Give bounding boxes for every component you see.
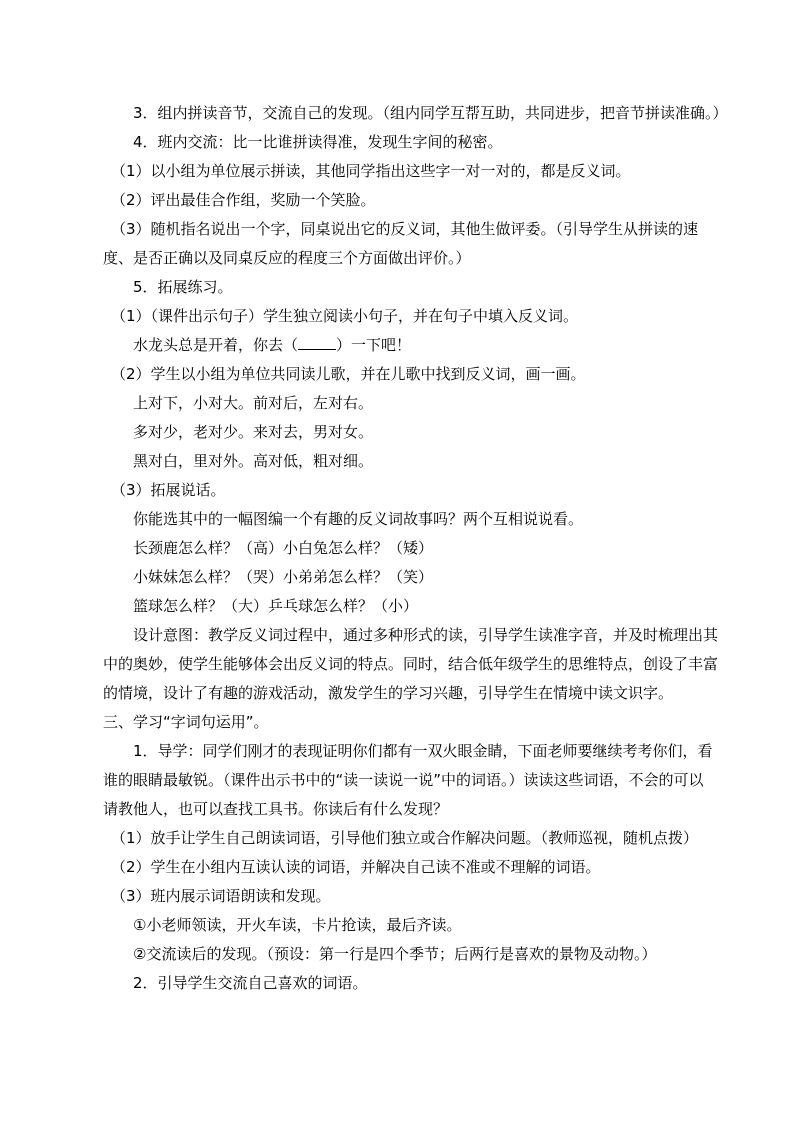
paragraph-guide-1-1: （1）放手让学生自己朗读词语，引导他们独立或合作解决问题。（教师巡视，随机点拨） bbox=[111, 829, 699, 847]
paragraph-step-4-3: （3）随机指名说出一个字，同桌说出它的反义词，其他生做评委。（引导学生从拼读的速 bbox=[111, 220, 699, 238]
rhyme-line-2: 多对少，老对少。来对去，男对女。 bbox=[133, 423, 374, 441]
paragraph-guide-1: 1．导学：同学们刚才的表现证明你们都有一双火眼金睛，下面老师要继续考考你们，看 bbox=[133, 742, 713, 760]
paragraph-step-5: 5．拓展练习。 bbox=[133, 278, 233, 296]
paragraph-guide-1-cont-1: 谁的眼睛最敏锐。（课件出示书中的“读一读说一说”中的词语。）读读这些词语，不会的可以 bbox=[103, 771, 704, 789]
paragraph-step-3: 3．组内拼读音节，交流自己的发现。（组内同学互帮互助，共同进步，把音节拼读准确。） bbox=[133, 104, 728, 122]
design-intent-cont-1: 中的奥妙，使学生能够体会出反义词的特点。同时，结合低年级学生的思维特点，创设了丰富 bbox=[103, 655, 719, 673]
paragraph-guide-1-cont-2: 请教他人，也可以查找工具书。你读后有什么发现？ bbox=[103, 800, 449, 818]
qa-line-2: 小妹妹怎么样？（哭）小弟弟怎么样？（笑） bbox=[133, 568, 434, 586]
paragraph-guide-1-3: （3）班内展示词语朗读和发现。 bbox=[111, 887, 331, 905]
paragraph-circled-1: ①小老师领读，开火车读，卡片抢读，最后齐读。 bbox=[133, 916, 462, 934]
document-body bbox=[103, 99, 753, 998]
paragraph-circled-2: ②交流读后的发现。（预设：第一行是四个季节；后两行是喜欢的景物及动物。） bbox=[133, 945, 657, 963]
paragraph-step-4-2: （2）评出最佳合作组，奖励一个笑脸。 bbox=[111, 191, 376, 209]
paragraph-step-5-3: （3）拓展说话。 bbox=[111, 481, 226, 499]
paragraph-step-5-2: （2）学生以小组为单位共同读儿歌，并在儿歌中找到反义词，画一画。 bbox=[111, 365, 586, 383]
paragraph-step-4-3-cont: 度、是否正确以及同桌反应的程度三个方面做出评价。） bbox=[103, 249, 471, 267]
fill-blank-sentence bbox=[103, 331, 753, 360]
rhyme-line-3: 黑对白，里对外。高对低，粗对细。 bbox=[133, 452, 374, 470]
rhyme-line-1: 上对下，小对大。前对后，左对右。 bbox=[133, 394, 374, 412]
fill-blank-prefix: 水龙头总是开着，你去（ bbox=[133, 336, 299, 354]
paragraph-guide-1-2: （2）学生在小组内互读认读的词语，并解决自己读不准或不理解的词语。 bbox=[111, 858, 601, 876]
paragraph-step-5-1: （1）（课件出示句子）学生独立阅读小句子，并在句子中填入反义词。 bbox=[111, 307, 579, 325]
section-heading-3: 三、学习“字词句运用”。 bbox=[103, 713, 269, 731]
design-intent-cont-2: 的情境，设计了有趣的游戏活动，激发学生的学习兴趣，引导学生在情境中读文识字。 bbox=[103, 684, 674, 702]
story-prompt: 你能选其中的一幅图编一个有趣的反义词故事吗？两个互相说说看。 bbox=[133, 510, 584, 528]
qa-line-3: 篮球怎么样？（大）乒乓球怎么样？（小） bbox=[133, 597, 419, 615]
paragraph-step-4: 4．班内交流：比一比谁拼读得准，发现生字间的秘密。 bbox=[133, 133, 503, 151]
paragraph-guide-2: 2．引导学生交流自己喜欢的词语。 bbox=[133, 974, 368, 992]
design-intent: 设计意图：教学反义词过程中，通过多种形式的读，引导学生读准字音，并及时梳理出其 bbox=[133, 626, 719, 644]
paragraph-step-4-1: （1）以小组为单位展示拼读，其他同学指出这些字一对一对的，都是反义词。 bbox=[111, 162, 631, 180]
fill-blank-suffix: ）一下吧！ bbox=[336, 336, 412, 354]
fill-blank bbox=[298, 336, 336, 350]
qa-line-1: 长颈鹿怎么样？（高）小白兔怎么样？（矮） bbox=[133, 539, 434, 557]
